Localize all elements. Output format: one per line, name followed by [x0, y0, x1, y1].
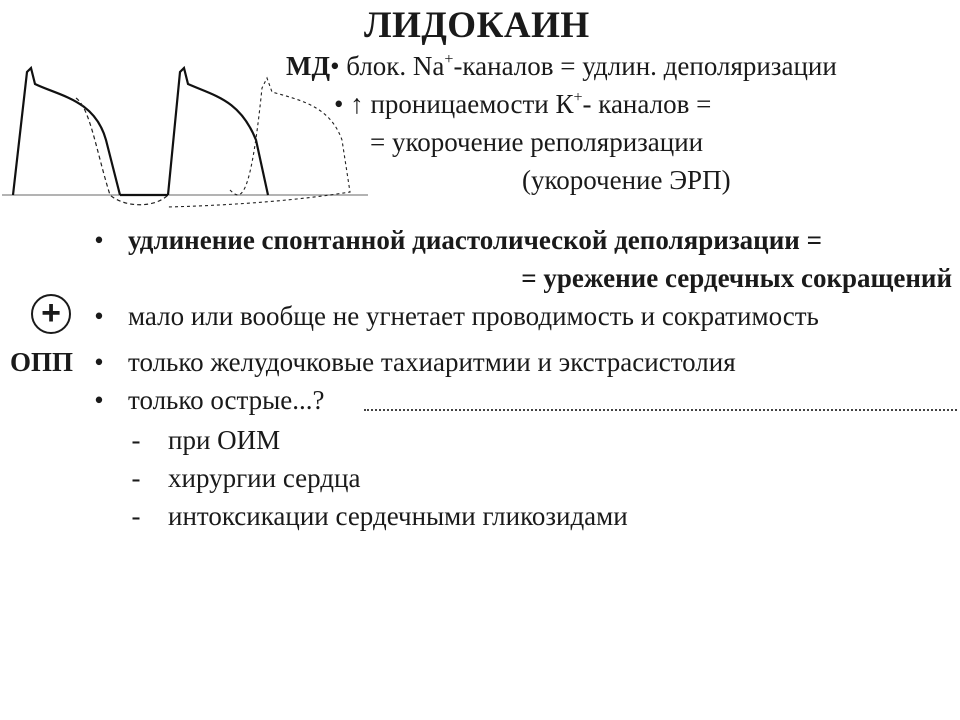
bullet-4-text: только острые...? [128, 385, 325, 415]
bullet-1-line-2: = урежение сердечных сокращений [521, 263, 952, 293]
subitem-3-dash: - [131, 501, 141, 531]
action-potential-dashed-2 [168, 78, 350, 207]
bullet-4-marker: • [94, 385, 104, 415]
dotted-answer-line [364, 409, 957, 411]
action-potential-solid-2 [168, 68, 268, 195]
action-potential-dashed-1 [76, 98, 168, 205]
bullet-3-text: только желудочковые тахиаритмии и экстрасистолия [128, 347, 736, 377]
md-line-1: МД• блок. Na+-каналов = удлин. деполяризации [286, 51, 837, 81]
bullet-3-marker: • [94, 347, 104, 377]
subitem-1-dash: - [131, 425, 141, 455]
bullet-1-marker: • [94, 225, 104, 255]
action-potential-diagram [0, 0, 380, 220]
subitem-3-text: интоксикации сердечными гликозидами [168, 501, 628, 531]
md-line-3: = укорочение реполяризации [370, 127, 704, 157]
plus-icon: + [31, 294, 71, 334]
bullet-1-line-1: удлинение спонтанной диастолической деполяризации = [128, 225, 822, 255]
opp-label: ОПП [10, 347, 74, 377]
subitem-2-text: хирургии сердца [168, 463, 361, 493]
md-label: МД [286, 51, 331, 81]
bullet-2-text: мало или вообще не угнетает проводимость и сократимость [128, 301, 819, 331]
md-line-2: • ↑ проницаемости К+- каналов = [334, 89, 712, 119]
bullet-2-marker: • [94, 301, 104, 331]
page-title: ЛИДОКАИН [364, 5, 590, 46]
md-line-4: (укорочение ЭРП) [522, 165, 731, 195]
subitem-1-text: при ОИМ [168, 425, 281, 455]
subitem-2-dash: - [131, 463, 141, 493]
md-bullet: • [330, 51, 340, 81]
